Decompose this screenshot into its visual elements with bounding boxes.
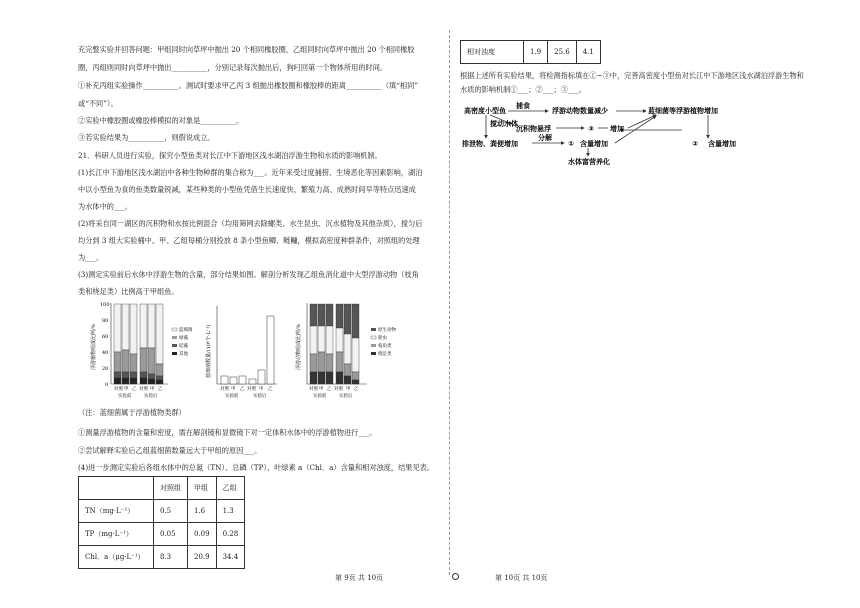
bar <box>344 364 351 376</box>
category-label: 乙 <box>158 387 163 392</box>
category-label: 甲 <box>319 387 324 392</box>
legend-label: 其他 <box>179 352 188 357</box>
category-label: 对照 <box>334 387 343 392</box>
node-content-increase: 含量增加 <box>580 140 608 148</box>
table-cell: 0.28 <box>216 523 245 546</box>
table-cell <box>79 477 154 500</box>
table-row <box>79 500 245 523</box>
category-label: 对照 <box>309 387 318 392</box>
bar <box>310 372 317 384</box>
bar <box>156 380 163 384</box>
category-label: 乙 <box>240 387 245 392</box>
text-line: ②实验中橡胶圈或橡胶棒模拟的对象是__________。 <box>78 116 244 125</box>
bar <box>156 304 163 364</box>
text-line: 圈，丙组则同时向草坪中抛出__________，分别记录每次抛出后，狗叼回第一个物体所用的时间。 <box>78 63 388 72</box>
bar <box>336 352 343 372</box>
legend-label: 枝角类 <box>378 344 392 349</box>
table-cell: TP（mg·L⁻¹） <box>79 523 154 546</box>
bar <box>267 316 274 384</box>
category-label: 乙 <box>327 387 332 392</box>
tick-label: 40 <box>102 350 109 356</box>
text-line: (1)长江中下游地区浅水湖泊中各种生物种群的集合称为___。近年来受过度捕捞、生境恶化等因素影响，湖泊 <box>78 168 423 177</box>
tick-label: 100 <box>100 302 110 308</box>
bar <box>122 350 129 372</box>
category-label: 对照 <box>139 387 148 392</box>
node-content-increase-2: 含量增加 <box>708 140 736 148</box>
bar <box>130 378 137 384</box>
mechanism-diagram <box>460 98 830 178</box>
bar <box>310 354 317 372</box>
table-row <box>79 523 245 546</box>
bar <box>140 378 147 384</box>
bar <box>326 304 333 326</box>
table-cell: 对照组 <box>154 477 188 500</box>
legend-label: 桡足类 <box>378 352 392 357</box>
text-line: (4)进一步测定实验后各组水体中的总氮（TN）、总磷（TP）、叶绿素 a（Chl．a）含量和相对浊度，结果见表。 <box>78 463 435 472</box>
bar <box>326 326 333 354</box>
text-line: 为___。 <box>78 253 104 262</box>
table-cell: 25.6 <box>548 41 577 64</box>
bar <box>258 370 265 384</box>
bar <box>344 334 351 364</box>
bar <box>352 304 359 338</box>
category-label: 乙 <box>354 387 359 392</box>
category-label: 对照 <box>220 387 229 392</box>
tick-label: 0 <box>105 382 109 388</box>
category-label: 甲 <box>259 387 264 392</box>
bar <box>336 372 343 384</box>
bar <box>344 304 351 334</box>
legend-label: 绿藻 <box>179 336 188 341</box>
bar <box>326 354 333 372</box>
bar <box>221 376 228 384</box>
group-label: 实验后 <box>339 394 353 399</box>
category-label: 对照 <box>247 387 256 392</box>
bar <box>156 364 163 376</box>
table-cell: 0.09 <box>188 523 217 546</box>
category-label: 甲 <box>150 387 155 392</box>
text-line: (3)测定实验前后水体中浮游生物的含量，部分结果如图。解剖分析发现乙组鱼消化道中大型浮游动物（枝角 <box>78 270 419 279</box>
table-cell: 1.6 <box>188 500 217 523</box>
node-prey: 捕食 <box>516 102 530 110</box>
category-label: 甲 <box>346 387 351 392</box>
text-line: ①补充丙组实验操作__________。测试时要求甲乙丙 3 组抛出橡胶圈和橡胶棒的距离__________（填“相同” <box>78 81 418 90</box>
tick-label: 60 <box>102 334 109 340</box>
node-blank-2: ② <box>692 140 698 148</box>
bar <box>239 376 246 384</box>
table-cell: 34.4 <box>216 546 245 569</box>
y-axis-label: 浮游植物组成比例/% <box>91 323 97 370</box>
turbidity-table <box>460 40 601 64</box>
bar <box>114 372 121 378</box>
bar <box>122 378 129 384</box>
bar <box>336 304 343 328</box>
node-excreta: 排泄物、粪便增加 <box>462 140 518 148</box>
bar <box>148 304 155 348</box>
bar <box>310 326 317 354</box>
bar <box>148 379 155 384</box>
table-cell: 1.9 <box>524 41 548 64</box>
node-blank-3: ③ <box>588 125 594 133</box>
question-21: 21．科研人员进行实验，探究小型鱼类对长江中下游地区浅水湖泊浮游生物和水质的影响机制。 <box>78 151 382 160</box>
text-line: 或“不同”）。 <box>78 99 118 108</box>
bar <box>352 372 359 380</box>
page-divider <box>449 30 450 575</box>
bar <box>140 304 147 348</box>
legend-label: 蓝细菌 <box>179 328 193 333</box>
category-label: 甲 <box>124 387 129 392</box>
text-line: 中以小型鱼为食的鱼类数量锐减，某些种类的小型鱼凭借生长速度快、繁殖力高、成熟时间早等特点迅速成 <box>78 185 416 194</box>
text-line: (2)将采自同一湖区的沉积物和水按比例混合（均用筛网去除螺类、水生昆虫、沉水植物及其他杂质），搅匀后 <box>78 219 423 228</box>
table-cell: 甲组 <box>188 477 217 500</box>
text-line: ③若实验结果为__________，则假说成立。 <box>78 133 215 142</box>
bar <box>140 372 147 378</box>
chart-note: （注：蓝细菌属于浮游植物类群） <box>78 408 186 417</box>
chart-cyanobacteria-count <box>203 298 283 401</box>
bar <box>318 352 325 372</box>
bar <box>122 304 129 350</box>
bar <box>156 376 163 380</box>
bar <box>352 380 359 384</box>
category-label: 乙 <box>132 387 137 392</box>
group-label: 实验前 <box>118 394 132 399</box>
group-label: 实验前 <box>225 394 239 399</box>
table-cell: 20.9 <box>188 546 217 569</box>
table-row <box>79 546 245 569</box>
node-cyanobacteria: 蓝细菌等浮游植物增加 <box>648 107 718 115</box>
table-cell: 0.05 <box>154 523 188 546</box>
bar <box>114 304 121 352</box>
bar <box>318 326 325 352</box>
node-fish: 高密度小型鱼 <box>464 107 506 115</box>
page-footer-right: 第 10页 共 10页 <box>495 574 548 582</box>
text-line: 为水体中的___。 <box>78 202 132 211</box>
page-footer-left: 第 9页 共 10页 <box>335 574 384 582</box>
bar <box>326 372 333 384</box>
group-label: 实验后 <box>144 394 158 399</box>
table-row <box>461 41 601 64</box>
tick-label: 20 <box>102 366 109 372</box>
bar <box>249 379 256 384</box>
binding-hole-icon <box>452 573 459 580</box>
bar <box>352 338 359 372</box>
bar <box>148 374 155 379</box>
node-sediment: 沉积物悬浮 <box>516 125 551 133</box>
category-label: 甲 <box>231 387 236 392</box>
node-blank-1: ① <box>568 140 574 148</box>
bar <box>130 304 137 354</box>
table-cell: 相对浊度 <box>461 41 524 64</box>
table-cell: 1.3 <box>216 500 245 523</box>
text-line: 充完整实验并回答问题：甲组同时向草坪中抛出 20 个相同橡胶圈，乙组同时向草坪中抛出 20 个相同橡胶 <box>78 45 415 54</box>
category-label: 对照 <box>114 387 123 392</box>
text-line: 类和桡足类）比例高于甲组鱼。 <box>78 287 179 296</box>
text-line: 根据上述所有实验结果，将检测指标填在①~③中，完善高密度小型鱼对长江中下游地区浅水湖泊浮游生物和 <box>460 71 804 80</box>
results-table <box>78 476 245 569</box>
node-increase: 增加 <box>610 125 624 133</box>
bar <box>122 372 129 378</box>
text-line: ②尝试解释实验后乙组蓝细菌数量远大于甲组的原因___。 <box>78 446 262 455</box>
bar <box>318 372 325 384</box>
node-eutrophication: 水体富营养化 <box>568 158 610 166</box>
bar <box>310 304 317 326</box>
category-label: 乙 <box>268 387 273 392</box>
bar <box>130 354 137 372</box>
bar <box>148 348 155 374</box>
group-label: 实验前 <box>313 394 327 399</box>
chart-zooplankton-composition <box>293 298 413 401</box>
bar <box>130 372 137 378</box>
node-decompose: 分解 <box>538 134 552 142</box>
bar <box>114 378 121 384</box>
legend-label: 原生动物 <box>378 328 396 333</box>
legend-label: 硅藻 <box>179 344 188 349</box>
node-zooplankton: 浮游动物数量减少 <box>552 107 608 115</box>
table-cell: 0.5 <box>154 500 188 523</box>
table-row <box>79 477 245 500</box>
table-cell: 4.1 <box>576 41 600 64</box>
text-line: ①测量浮游植物的含量和密度，需在解剖镜和显微镜下对一定体积水体中的浮游植物进行___。 <box>78 428 377 437</box>
node-stir: 搅动水体 <box>490 120 518 128</box>
bar <box>114 352 121 372</box>
bar <box>344 376 351 384</box>
tick-label: 80 <box>102 318 109 324</box>
table-cell: 8.3 <box>154 546 188 569</box>
legend-label: 轮虫 <box>378 336 387 341</box>
text-line: 均分到 3 组大实验桶中。甲、乙组每桶分别投放 8 条小型鱼鲫、鲢鳙，模拟高密度种群条件，对照组的处理 <box>78 236 420 245</box>
table-cell: TN（mg·L⁻¹） <box>79 500 154 523</box>
bar <box>336 328 343 352</box>
bar <box>318 304 325 326</box>
text-line: 水质的影响机制①___；②___；③___。 <box>460 85 586 94</box>
chart-phytoplankton-composition <box>88 298 200 401</box>
bar <box>230 377 237 384</box>
table-cell: Chl．a（μg·L⁻¹） <box>79 546 154 569</box>
y-axis-label: 浮游动物组成比例/% <box>296 323 302 370</box>
y-axis-label: 蓝细菌数量/(10⁶个·L⁻¹) <box>206 324 212 378</box>
table-cell: 乙组 <box>216 477 245 500</box>
group-label: 实验后 <box>253 394 267 399</box>
bar <box>140 348 147 372</box>
